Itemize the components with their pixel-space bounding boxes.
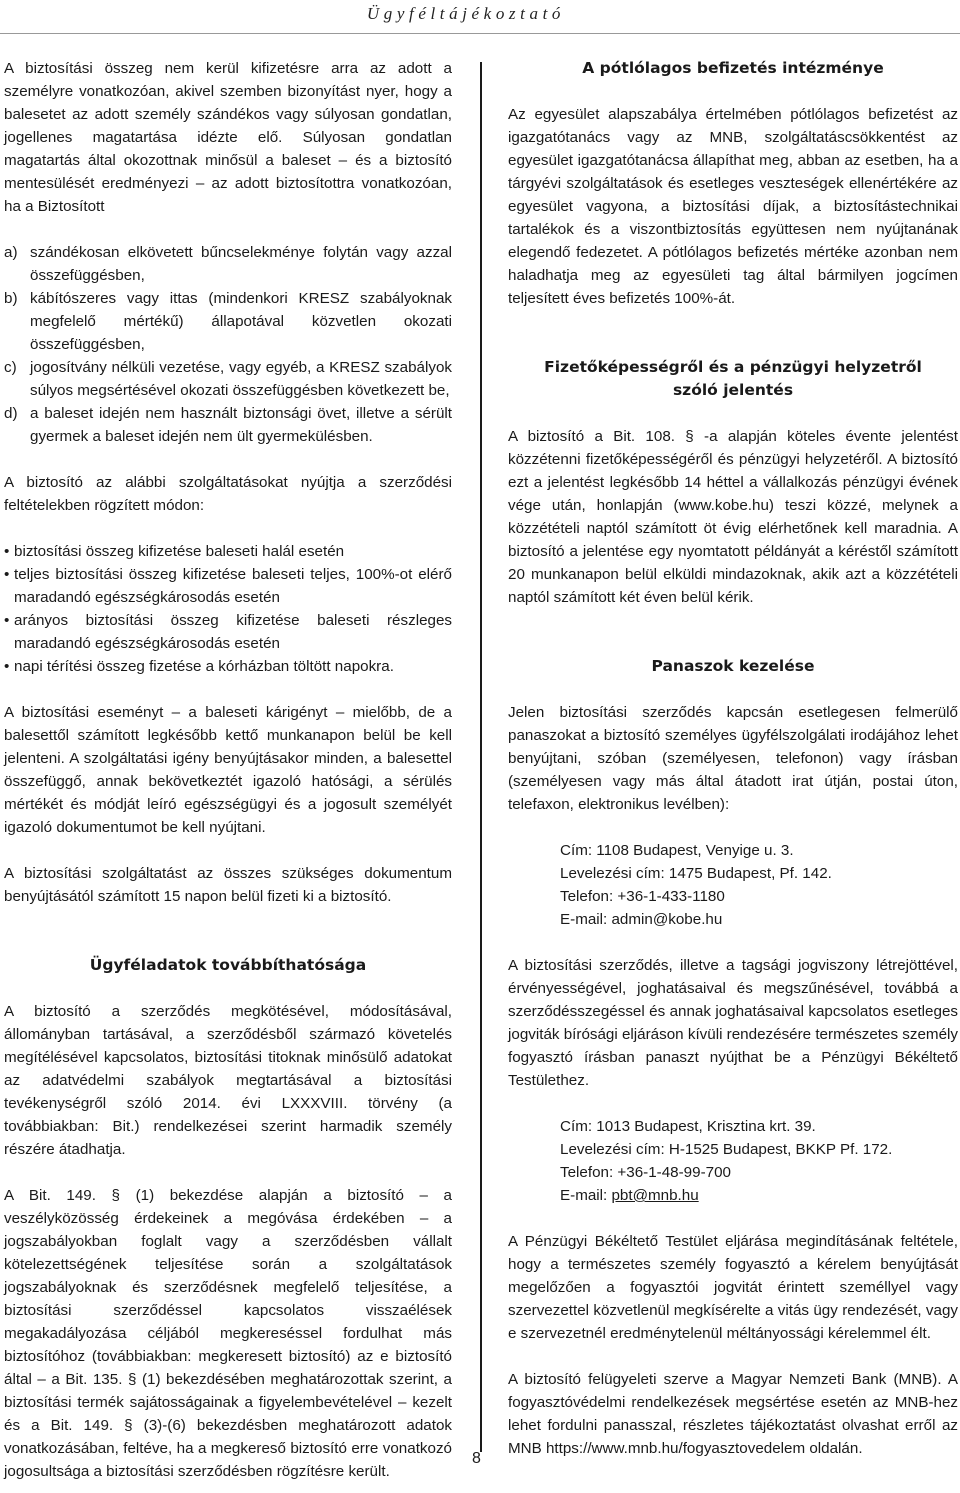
pbt-phone: Telefon: +36-1-48-99-700 [560, 1164, 731, 1181]
pbt-contact-block [508, 1115, 958, 1207]
page-number: 8 [472, 1450, 481, 1467]
exclusion-item-label: a) [4, 244, 18, 261]
exclusion-item-text: kábítószeres vagy ittas (mindenkori KRESZ szabályoknak megfelelő mértékű) állapotával közvetlen okozati összefüggésben, [30, 290, 452, 353]
insurer-address: Cím: 1108 Budapest, Venyige u. 3. [560, 842, 794, 859]
header-rule [0, 33, 960, 34]
left-column [4, 57, 452, 1483]
page-header-title: Ügyféltájékoztató [366, 4, 565, 23]
data-transfer-heading: Ügyféladatok továbbíthatósága [89, 956, 367, 974]
insurer-phone: Telefon: +36-1-433-1180 [560, 888, 725, 905]
exclusion-item-text: jogosítvány nélküli vezetése, vagy egyéb, a KRESZ szabályok súlyos megsértésével okozati összefüggésben következett be, [30, 359, 452, 399]
exclusion-item-label: d) [4, 405, 18, 422]
service-item: • biztosítási összeg kifizetése baleseti halál esetén [4, 540, 452, 563]
pbt-email [560, 1184, 958, 1207]
service-item: • arányos biztosítási összeg kifizetése baleseti részleges maradandó egészségkárosodás esetén [4, 609, 452, 655]
supplementary-payment-paragraph: Az egyesület alapszabálya értelmében pótlólagos befizetést az igazgatótanács vagy az MNB, szolgáltatáscsökkentést az egyesület igazgatótanácsa állapíthat meg, abban az esetben, ha a tárgyévi szolgáltatások és esetleges veszteségek ellenértékére az egyesület vagyona, a biztosítási díjak, a biztosítástechnikai tartalékok és a viszontbiztosítás együttesen nem nyújtanának elegendő fedezetet. A pótlólagos befizetés mértéke azonban nem haladhatja meg az egyesületi tag által bármilyen jogcímen teljesített éves befizetés 100%-át. [508, 106, 958, 307]
exclusion-item [4, 402, 452, 448]
pbt-email-label: E-mail: [560, 1187, 612, 1204]
exclusion-item [4, 241, 452, 287]
solvency-heading-line-2: szóló jelentés [672, 381, 794, 399]
insurer-contact-block [508, 839, 958, 931]
solvency-report-paragraph: A biztosító a Bit. 108. § -a alapján köteles évente jelentést közzétenni fizetőképességéről és pénzügyi helyzetéről. A biztosító ezt a jelentést legkésőbb 14 héttel a vállalkozás pénzügyi évének vége után, honlapján (www.kobe.hu) teszi közzé, melynek a közzétételi naptól számított öt évig elérhetőnek kell maradnia. A biztosító a jelentése egy nyomtatott példányát a kéréstől számított 20 munkanapon belül elküldi mindazoknak, akik azt a közzétételi naptól számított két éven belül kérik. [508, 428, 958, 606]
pbt-postal-address: Levelezési cím: H-1525 Budapest, BKKP Pf. 172. [560, 1141, 893, 1158]
exclusion-item [4, 287, 452, 356]
right-column [508, 57, 958, 1460]
exclusion-item-text: a baleset idején nem használt biztonsági övet, illetve a sérült gyermek a baleset idején nem ült gyermekülésben. [30, 405, 452, 445]
exclusion-intro: A biztosítási összeg nem kerül kifizetésre arra az adott a személyre vonatkozóan, akivel szemben bizonyítást nyer, hogy a balesetet az adott személy szándékos vagy súlyosan gondatlan, jogellenes magatartása idézte elő. Súlyosan gondatlan magatartás által okozottnak minősül a baleset – és a biztosító mentesülését eredményezi – az adott biztosítottra vonatkozóan, ha a Biztosított [4, 60, 452, 215]
claim-paragraph: A biztosítási eseményt – a baleseti kárigényt – mielőbb, de a balesettől számított legkésőbb kettő munkanapon belül be kell jelenteni. A szolgáltatási igény benyújtásakor minden, a balesettel összefüggő, annak bekövetkeztét igazoló hatósági, a sérülés mértékét és módját leíró egészségügyi és a jogosult személyét igazoló dokumentumot be kell nyújtani. [4, 704, 452, 836]
exclusion-list [4, 241, 452, 448]
pbt-procedure-paragraph: A Pénzügyi Békéltető Testület eljárása megindításának feltétele, hogy a természetes személy fogyasztó a kérelem benyújtását megelőzően a fogyasztói jogvitát érintett személlyel vagy szervezettel közvetlenül megkísérelte a vitás ügy rendezését, vagy e szervezetnél eredménytelenül méltányossági kérelemmel élt. [508, 1233, 958, 1342]
complaints-paragraph: Jelen biztosítási szerződés kapcsán esetlegesen felmerülő panaszokat a biztosító személyes ügyfélszolgálati irodájához lehet benyújtani, szóban (személyesen, telefonon) vagy írásban (személyesen vagy más által átadott irat útján, postai úton, telefaxon, elektronikus levélben): [508, 704, 958, 813]
exclusion-item-label: b) [4, 290, 18, 307]
exclusion-item [4, 356, 452, 402]
pbt-address: Cím: 1013 Budapest, Krisztina krt. 39. [560, 1118, 816, 1135]
service-item: • teljes biztosítási összeg kifizetése baleseti teljes, 100%-ot elérő maradandó egészségkárosodás esetén [4, 563, 452, 609]
services-list [4, 540, 452, 678]
column-divider [480, 62, 482, 1452]
complaints-heading: Panaszok kezelése [651, 657, 815, 675]
data-transfer-paragraph-1: A biztosító a szerződés megkötésével, módosításával, állományban tartásával, a szerződésből származó követelés megítélésével kapcsolatos, biztosítási titoknak minősülő adatokat az adatvédelmi szabályok megtartásával a biztosítási tevékenységről szóló 2014. évi LXXXVIII. törvény (a továbbiakban: Bit.) rendelkezései szerint harmadik személy részére átadhatja. [4, 1003, 452, 1158]
payment-paragraph: A biztosítási szolgáltatást az összes szükséges dokumentum benyújtásától számított 15 napon belül fizeti ki a biztosító. [4, 865, 452, 905]
insurer-postal-address: Levelezési cím: 1475 Budapest, Pf. 142. [560, 865, 832, 882]
data-transfer-paragraph-2: A Bit. 149. § (1) bekezdése alapján a biztosító – a veszélyközösség érdekeinek a megóvása érdekében – a jogszabályokban foglalt vagy a szerződésben vállalt kötelezettségének teljesítése során a szolgáltatások jogszabályoknak és szerződésnek megfelelő teljesítése, a biztosítási szerződéssel kapcsolatos visszaélések megakadályozása céljából megkereséssel fordulhat más biztosítóhoz (továbbiakban: megkeresett biztosító) az e biztosító által – a Bit. 135. § (1) bekezdésében meghatározottak szerint, a biztosítási termék sajátosságainak a figyelembevételével – kezelt és a Bit. 149. § (3)-(6) bekezdésben meghatározott adatok vonatkozásában, feltéve, ha a megkereső biztosító erre vonatkozó jogosultsága a biztosítási szerződésben rögzítésre került. [4, 1187, 452, 1480]
supplementary-payment-heading: A pótlólagos befizetés intézménye [582, 59, 884, 77]
supervision-paragraph: A biztosító felügyeleti szerve a Magyar Nemzeti Bank (MNB). A fogyasztóvédelmi rendelkezések megsértése esetén az MNB-hez lehet fordulni panasszal, részletes tájékoztatást olvashat erről az MNB https://www.mnb.hu/fogyasztovedelem oldalán. [508, 1371, 958, 1457]
pbt-email-link[interactable]: pbt@mnb.hu [611, 1187, 699, 1204]
insurer-email: E-mail: admin@kobe.hu [560, 911, 723, 928]
dispute-paragraph: A biztosítási szerződés, illetve a tagsági jogviszony létrejöttével, érvényességével, joghatásaival és megszűnésével, továbbá a szerződésszegéssel és annak joghatásaival kapcsolatos esetleges jogviták bírósági eljáráson kívüli rendezésére természetes személy fogyasztó írásban panaszt nyújthat be a Pénzügyi Békéltető Testülethez. [508, 957, 958, 1089]
exclusion-item-label: c) [4, 359, 17, 376]
exclusion-item-text: szándékosan elkövetett bűncselekménye folytán vagy azzal összefüggésben, [30, 244, 452, 284]
services-intro: A biztosító az alábbi szolgáltatásokat nyújtja a szerződési feltételekben rögzített módon: [4, 474, 452, 514]
service-item: • napi térítési összeg fizetése a kórházban töltött napokra. [4, 655, 452, 678]
solvency-report-heading [508, 356, 958, 402]
solvency-heading-line-1: Fizetőképességről és a pénzügyi helyzetről [544, 358, 922, 376]
